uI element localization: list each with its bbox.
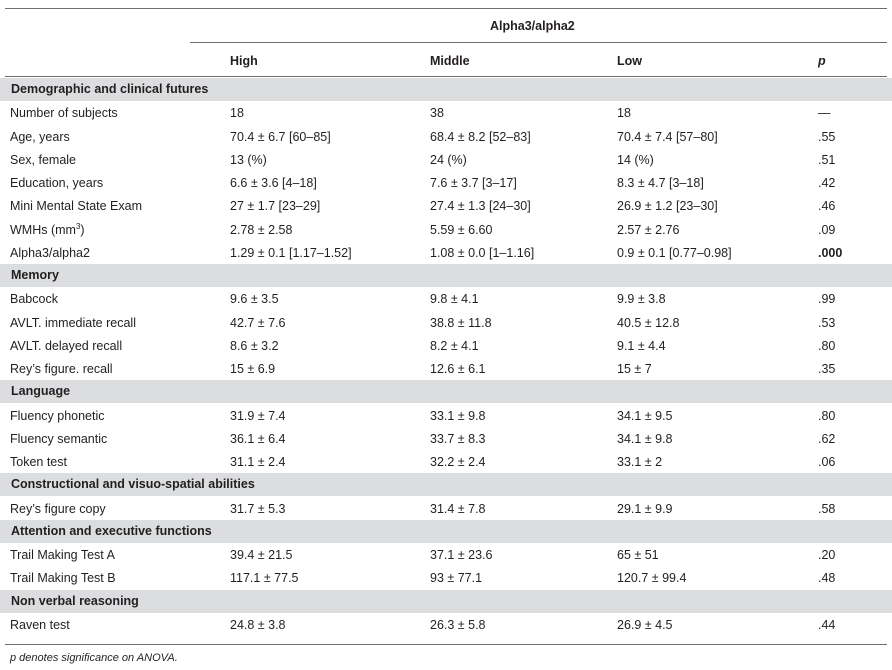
value-high: 1.29 ± 0.1 [1.17–1.52]: [230, 245, 352, 260]
p-value: .99: [818, 292, 836, 307]
row-label: Number of subjects: [10, 106, 118, 121]
section-header: [0, 264, 892, 287]
value-high: 70.4 ± 6.7 [60–85]: [230, 129, 331, 144]
value-low: 65 ± 51: [617, 548, 659, 562]
value-middle: 33.1 ± 9.8: [430, 408, 486, 423]
value-middle: 68.4 ± 8.2 [52–83]: [430, 129, 531, 144]
value-middle: 33.7 ± 8.3: [430, 431, 486, 446]
p-value: .42: [818, 176, 836, 190]
value-low: 29.1 ± 9.9: [617, 501, 673, 516]
value-low: 15 ± 7: [617, 362, 652, 376]
section-header: [0, 380, 892, 403]
value-low: 120.7 ± 99.4: [617, 571, 687, 586]
group-header: Alpha3/alpha2: [490, 19, 575, 33]
value-high: 6.6 ± 3.6 [4–18]: [230, 176, 317, 190]
table-row: [0, 497, 892, 520]
group-header-rule: [190, 42, 887, 43]
p-value: .53: [818, 315, 836, 330]
value-high: 9.6 ± 3.5: [230, 292, 279, 307]
footnote: p denotes significance on ANOVA.: [10, 652, 178, 664]
value-high: 31.1 ± 2.4: [230, 455, 286, 469]
column-header-high: High: [230, 54, 258, 68]
table-row: [0, 427, 892, 450]
table-row: [0, 334, 892, 357]
row-label: Babcock: [10, 292, 58, 307]
table-row: [0, 101, 892, 124]
value-middle: 8.2 ± 4.1: [430, 338, 479, 353]
p-value: .62: [818, 431, 836, 446]
table-row: [0, 148, 892, 171]
value-middle: 27.4 ± 1.3 [24–30]: [430, 199, 531, 214]
column-header-low: Low: [617, 54, 642, 68]
value-middle: 7.6 ± 3.7 [3–17]: [430, 176, 517, 190]
value-high: 39.4 ± 21.5: [230, 548, 293, 562]
value-high: 15 ± 6.9: [230, 362, 276, 376]
row-label: Trail Making Test B: [10, 571, 116, 586]
row-label: Rey’s figure copy: [10, 501, 106, 516]
table-row: [0, 287, 892, 310]
value-high: 18: [230, 106, 244, 121]
p-value: .46: [818, 199, 836, 214]
row-label: AVLT. delayed recall: [10, 338, 123, 353]
value-high: 42.7 ± 7.6: [230, 315, 286, 330]
row-label: Fluency phonetic: [10, 408, 105, 423]
value-middle: 26.3 ± 5.8: [430, 617, 486, 632]
value-middle: 38: [430, 106, 444, 121]
value-low: 9.1 ± 4.4: [617, 338, 666, 353]
value-high: 8.6 ± 3.2: [230, 338, 279, 353]
value-high: 13 (%): [230, 152, 267, 167]
value-middle: 5.59 ± 6.60: [430, 222, 493, 237]
value-middle: 37.1 ± 23.6: [430, 548, 493, 562]
value-middle: 38.8 ± 11.8: [430, 315, 492, 330]
value-low: 18: [617, 106, 631, 121]
row-label: Age, years: [10, 129, 70, 144]
value-low: 26.9 ± 4.5: [617, 617, 673, 632]
value-middle: 24 (%): [430, 152, 467, 167]
section-title: Language: [11, 384, 71, 399]
value-low: 33.1 ± 2: [617, 455, 663, 469]
value-middle: 93 ± 77.1: [430, 571, 483, 586]
bottom-rule: [5, 644, 887, 645]
value-low: 70.4 ± 7.4 [57–80]: [617, 129, 718, 144]
row-label: WMHs $(mm^3)$: [10, 221, 85, 237]
column-header-p: p: [818, 54, 826, 68]
p-value: .80: [818, 338, 836, 353]
value-high: 36.1 ± 6.4: [230, 431, 286, 446]
section-title: Constructional and visuo-spatial abilities: [11, 477, 255, 492]
value-high: 24.8 ± 3.8: [230, 617, 286, 632]
value-middle: 1.08 ± 0.0 [1–1.16]: [430, 245, 535, 260]
p-value: .000: [818, 245, 843, 260]
table-row: [0, 566, 892, 589]
column-header-middle: Middle: [430, 54, 470, 68]
row-label: Token test: [10, 455, 67, 469]
p-value: —: [818, 106, 831, 121]
p-value: .44: [818, 617, 836, 632]
table-row: [0, 311, 892, 334]
table-row: [0, 357, 892, 380]
value-low: 26.9 ± 1.2 [23–30]: [617, 199, 718, 214]
p-value: .48: [818, 571, 836, 586]
row-label: Rey’s figure. recall: [10, 362, 113, 376]
p-value: .55: [818, 129, 836, 144]
section-title: Memory: [11, 268, 59, 282]
row-label: Trail Making Test A: [10, 548, 115, 562]
section-header: [0, 590, 892, 613]
section-header: [0, 520, 892, 543]
row-label: AVLT. immediate recall: [10, 315, 136, 330]
table-row: [0, 241, 892, 264]
value-high: 31.9 ± 7.4: [230, 408, 286, 423]
value-low: 34.1 ± 9.8: [617, 431, 673, 446]
value-high: 2.78 ± 2.58: [230, 222, 293, 237]
table-row: [0, 171, 892, 194]
value-low: 2.57 ± 2.76: [617, 222, 680, 237]
value-high: 31.7 ± 5.3: [230, 501, 286, 516]
table-row: [0, 218, 892, 241]
value-middle: 32.2 ± 2.4: [430, 455, 486, 469]
value-low: 0.9 ± 0.1 [0.77–0.98]: [617, 245, 732, 260]
row-label: Raven test: [10, 617, 70, 632]
p-value: .09: [818, 222, 836, 237]
section-title: Non verbal reasoning: [11, 593, 139, 608]
section-title: Demographic and clinical futures: [11, 82, 209, 96]
section-header: [0, 473, 892, 496]
row-label: Alpha3/alpha2: [10, 245, 90, 260]
value-high: 117.1 ± 77.5: [230, 571, 299, 586]
p-value: .06: [818, 455, 836, 469]
row-label: Mini Mental State Exam: [10, 199, 142, 214]
value-middle: 31.4 ± 7.8: [430, 501, 486, 516]
value-low: 40.5 ± 12.8: [617, 315, 680, 330]
value-high: 27 ± 1.7 [23–29]: [230, 199, 321, 214]
value-low: 34.1 ± 9.5: [617, 408, 673, 423]
value-low: 14 (%): [617, 152, 654, 167]
row-label: Sex, female: [10, 152, 77, 167]
p-value: .58: [818, 501, 836, 516]
p-value: .20: [818, 548, 836, 562]
row-label: Fluency semantic: [10, 431, 108, 446]
section-header: [0, 78, 892, 101]
table-row: [0, 125, 892, 148]
p-value: .51: [818, 152, 836, 167]
table-row: [0, 613, 892, 636]
p-value: .35: [818, 362, 836, 376]
p-value: .80: [818, 408, 836, 423]
value-middle: 9.8 ± 4.1: [430, 292, 479, 307]
top-rule: [5, 8, 887, 9]
table-row: [0, 194, 892, 217]
row-label: Education, years: [10, 176, 104, 190]
value-middle: 12.6 ± 6.1: [430, 362, 486, 376]
table-row: [0, 404, 892, 427]
table-row: [0, 543, 892, 566]
column-header-rule: [5, 76, 887, 77]
value-low: 9.9 ± 3.8: [617, 292, 666, 307]
table-row: [0, 450, 892, 473]
value-low: 8.3 ± 4.7 [3–18]: [617, 176, 704, 190]
section-title: Attention and executive functions: [11, 523, 212, 538]
